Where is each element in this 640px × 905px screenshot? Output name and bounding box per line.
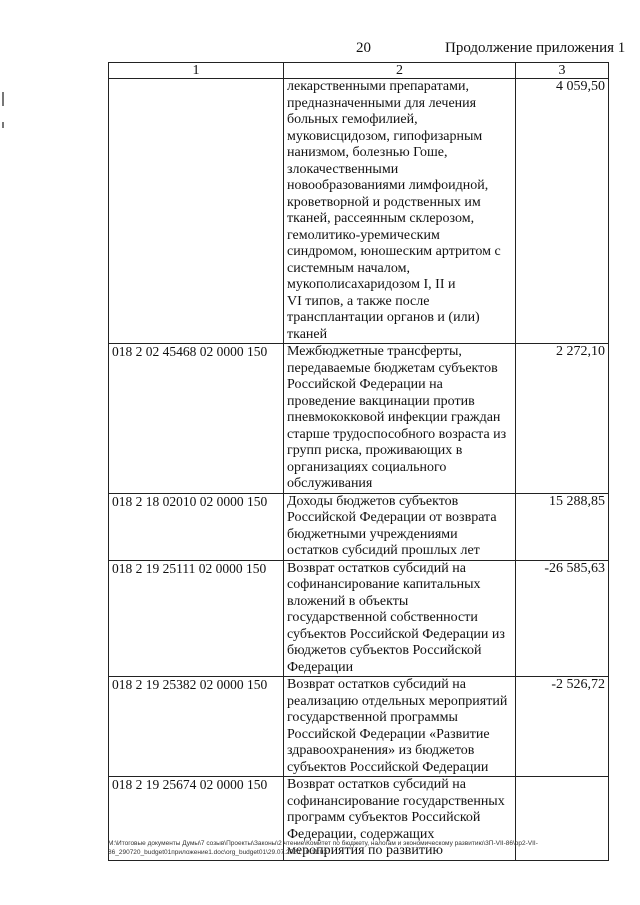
revenue-code: 018 2 19 25382 02 0000 150: [109, 677, 284, 777]
document-path-footer: M:\Итоговые документы Думы\7 созыв\Проекты\Законы\2 чтение\Комитет по бюджету, налогам и экономическому развитию\3П-VII-86\рр2-VII-86_290720_budget01приложение1.doc\org_budget01\29.07.2020 10:11:03: [108, 840, 538, 856]
revenue-code: 018 2 18 02010 02 0000 150: [109, 493, 284, 560]
revenue-description: Возврат остатков субсидий на реализацию отдельных мероприятий государственной программы Российской Федерации «Развитие здравоохранения» из бюджетов субъектов Российской Федерации: [284, 677, 516, 777]
budget-table: [108, 62, 609, 861]
revenue-description: Возврат остатков субсидий на софинансирование капитальных вложений в объекты государственной собственности субъектов Российской Федерации из бюджетов субъектов Российской Федерации: [284, 560, 516, 677]
table-row: [109, 344, 609, 494]
scan-mark: [2, 122, 4, 128]
revenue-amount: -2 526,72: [516, 677, 609, 777]
column-header: 2: [284, 63, 516, 79]
scan-mark: [2, 92, 4, 106]
revenue-amount: -26 585,63: [516, 560, 609, 677]
revenue-amount: 2 272,10: [516, 344, 609, 494]
revenue-code: 018 2 02 45468 02 0000 150: [109, 344, 284, 494]
revenue-description: Возврат остатков субсидий на софинансирование государственных программ субъектов Российской Федерации, содержащих мероприятия по развитию: [284, 777, 516, 861]
revenue-code: 018 2 19 25674 02 0000 150: [109, 777, 284, 861]
column-header: 3: [516, 63, 609, 79]
table-row: [109, 677, 609, 777]
table-row: [109, 79, 609, 344]
revenue-amount: 15 288,85: [516, 493, 609, 560]
page-number: 20: [356, 40, 371, 56]
column-header-row: [109, 63, 609, 79]
revenue-amount: 4 059,50: [516, 79, 609, 344]
table-row: [109, 493, 609, 560]
revenue-description: Доходы бюджетов субъектов Российской Федерации от возврата бюджетными учреждениями остатков субсидий прошлых лет: [284, 493, 516, 560]
revenue-code: [109, 79, 284, 344]
continuation-label: Продолжение приложения 1: [445, 40, 626, 56]
revenue-description: лекарственными препаратами, предназначенными для лечения больных гемофилией, муковисцидозом, гипофизарным нанизмом, болезнью Гоше, злокачественными новообразованиями лимфоидной, кроветворной и родственных им тканей, рассеянным склерозом, гемолитико-уремическим синдромом, юношеским артритом с системным началом, мукополисахаридозом I, II и VI типов, а также после трансплантации органов и (или) тканей: [284, 79, 516, 344]
table-row: [109, 560, 609, 677]
column-header: 1: [109, 63, 284, 79]
revenue-description: Межбюджетные трансферты, передаваемые бюджетам субъектов Российской Федерации на проведение вакцинации против пневмококковой инфекции граждан старше трудоспособного возраста из групп риска, проживающих в организациях социального обслуживания: [284, 344, 516, 494]
revenue-code: 018 2 19 25111 02 0000 150: [109, 560, 284, 677]
